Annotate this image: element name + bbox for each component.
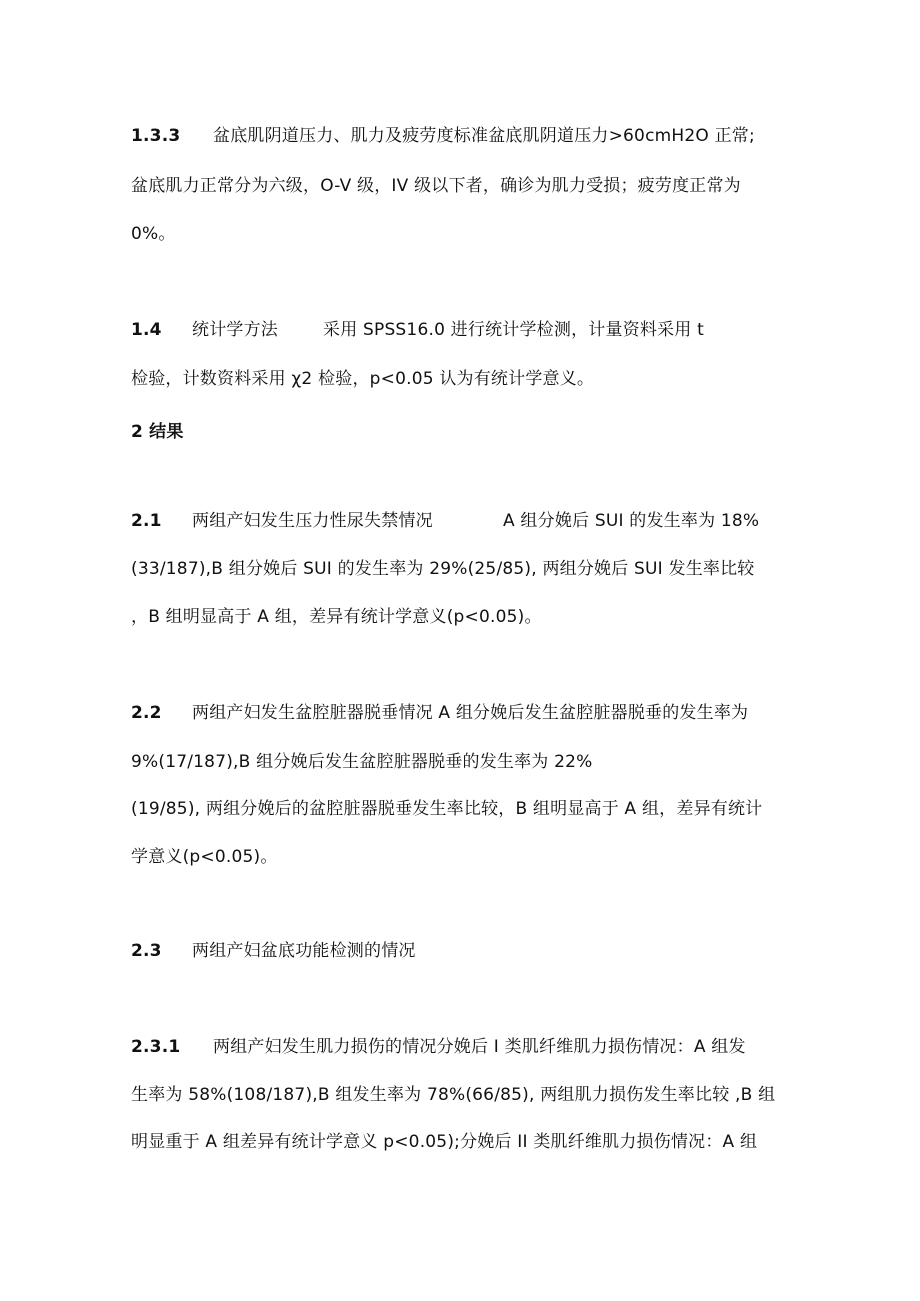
paragraph-2-3-1-line-3 (131, 1130, 757, 1154)
paragraph-text: ，B 组明显高于 A 组，差异有统计学意义(p<0.05)。 (131, 607, 542, 627)
paragraph-2-2-line-1 (131, 701, 748, 725)
section-title: 统计学方法 (192, 320, 278, 340)
paragraph-2-3-1-line-1 (131, 1035, 746, 1059)
paragraph-2-3-heading (131, 939, 416, 963)
paragraph-text: 检验，计数资料采用 χ2 检验，p<0.05 认为有统计学意义。 (131, 369, 595, 389)
paragraph-text: (19/85), 两组分娩后的盆腔脏器脱垂发生率比较，B 组明显高于 A 组，差异有统计 (131, 799, 763, 819)
paragraph-text: 0%。 (131, 224, 176, 244)
paragraph-text: 两组产妇发生盆腔脏器脱垂情况 A 组分娩后发生盆腔脏器脱垂的发生率为 (192, 703, 749, 723)
section-number: 1.4 (131, 320, 162, 340)
paragraph-2-1-line-3 (131, 605, 542, 629)
section-number: 2.3.1 (131, 1037, 181, 1057)
section-number: 2.3 (131, 941, 162, 961)
paragraph-2-2-line-2 (131, 750, 593, 774)
section-title: 两组产妇发生压力性尿失禁情况 (192, 511, 433, 531)
paragraph-text: 学意义(p<0.05)。 (131, 847, 278, 867)
paragraph-text: 两组产妇发生肌力损伤的情况分娩后 I 类肌纤维肌力损伤情况：A 组发 (213, 1037, 746, 1057)
paragraph-text: 生率为 58%(108/187),B 组发生率为 78%(66/85), 两组肌力损伤发生率比较 ,B 组 (131, 1085, 776, 1105)
paragraph-2-1-line-2 (131, 557, 755, 581)
paragraph-2-2-line-4 (131, 845, 278, 869)
paragraph-2-1-line-1 (131, 509, 759, 533)
paragraph-2-2-line-3 (131, 797, 762, 821)
paragraph-text: 明显重于 A 组差异有统计学意义 p<0.05);分娩后 II 类肌纤维肌力损伤情况：A 组 (131, 1132, 758, 1152)
paragraph-text: A 组分娩后 SUI 的发生率为 18% (503, 511, 760, 531)
paragraph-1-3-3-line-1 (131, 124, 755, 148)
paragraph-text: 9%(17/187),B 组分娩后发生盆腔脏器脱垂的发生率为 22% (131, 752, 593, 772)
paragraph-1-3-3-line-3 (131, 222, 176, 246)
paragraph-1-4-line-1 (131, 318, 704, 342)
paragraph-text: 采用 SPSS16.0 进行统计学检测，计量资料采用 t (323, 320, 704, 340)
section-title: 两组产妇盆底功能检测的情况 (192, 941, 416, 961)
section-number: 2.2 (131, 703, 162, 723)
section-number: 1.3.3 (131, 126, 181, 146)
paragraph-text: (33/187),B 组分娩后 SUI 的发生率为 29%(25/85), 两组分娩后 SUI 发生率比较 (131, 559, 755, 579)
section-number: 2.1 (131, 511, 162, 531)
paragraph-text: 盆底肌力正常分为六级，O-V 级，IV 级以下者，确诊为肌力受损；疲劳度正常为 (131, 176, 741, 196)
paragraph-1-4-line-2 (131, 367, 594, 391)
paragraph-2-3-1-line-2 (131, 1083, 775, 1107)
paragraph-1-3-3-line-2 (131, 174, 741, 198)
section-heading-results: 2 结果 (131, 422, 184, 442)
paragraph-text: 盆底肌阴道压力、肌力及疲劳度标准盆底肌阴道压力>60cmH2O 正常; (213, 126, 755, 146)
